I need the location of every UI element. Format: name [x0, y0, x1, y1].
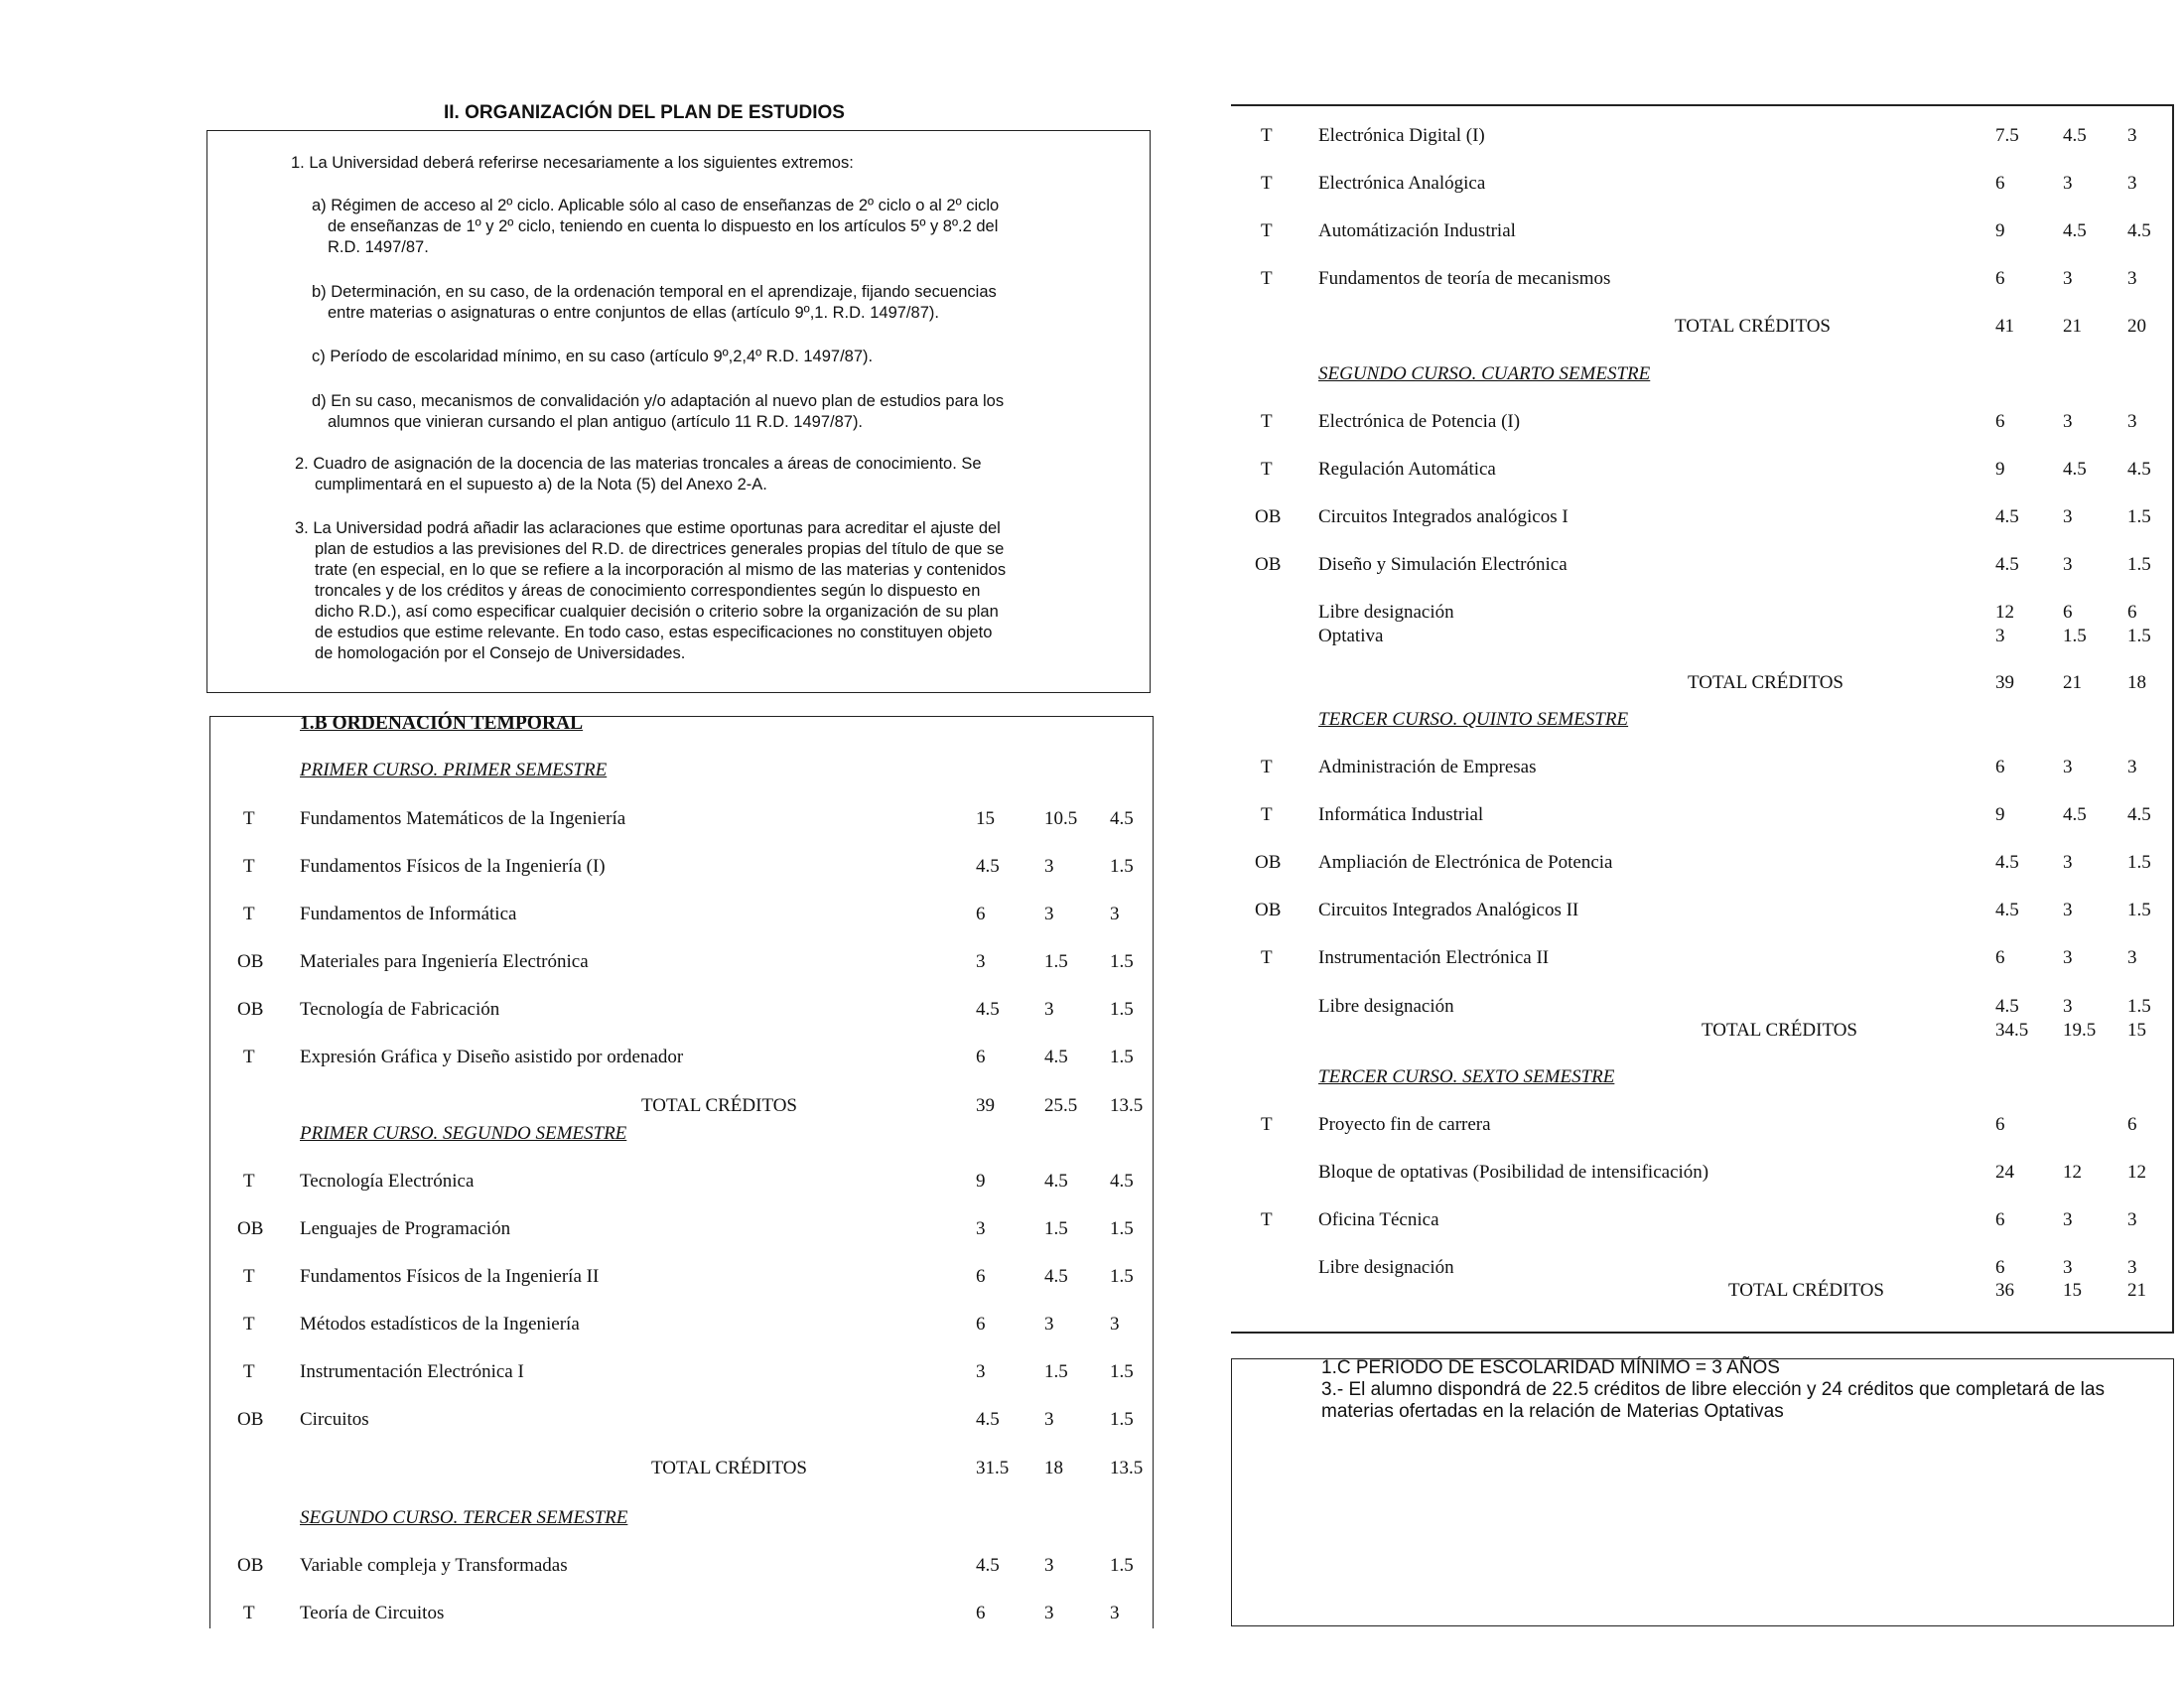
- subject-name: Oficina Técnica: [1318, 1209, 1439, 1230]
- periodo-note: 3.- El alumno dispondrá de 22.5 créditos de libre elección y 24 créditos que completará de las: [1321, 1379, 2105, 1400]
- credits-total: 6: [1995, 268, 2005, 289]
- credits-theory: 4.5: [1044, 1266, 1068, 1287]
- credits-total: 6: [976, 1047, 986, 1067]
- credits-total: 4.5: [1995, 996, 2019, 1017]
- credits-practice: 12: [2127, 1162, 2146, 1183]
- intro-item-a: a) Régimen de acceso al 2º ciclo. Aplicable sólo al caso de enseñanzas de 2º ciclo o al 2º ciclo: [312, 197, 1000, 214]
- subject-type: OB: [1255, 506, 1282, 527]
- total-creditos-total: 39: [976, 1095, 995, 1116]
- section-title: II. ORGANIZACIÓN DEL PLAN DE ESTUDIOS: [444, 102, 845, 123]
- subject-name: Instrumentación Electrónica II: [1318, 947, 1550, 968]
- subject-type: T: [243, 904, 255, 924]
- subject-name: Regulación Automática: [1318, 459, 1496, 480]
- total-creditos-theory: 21: [2063, 672, 2082, 693]
- ordenacion-heading: 1.B ORDENACIÓN TEMPORAL: [300, 713, 584, 734]
- total-creditos-practice: 20: [2127, 316, 2146, 337]
- total-creditos-label: TOTAL CRÉDITOS: [641, 1095, 797, 1116]
- intro-item-3-cont: troncales y de los créditos y áreas de conocimiento correspondientes según lo dispuesto en: [315, 582, 981, 600]
- credits-total: 9: [1995, 804, 2005, 825]
- subject-name: Fundamentos de teoría de mecanismos: [1318, 268, 1611, 289]
- credits-theory: 3: [2063, 996, 2073, 1017]
- credits-practice: 3: [2127, 1257, 2137, 1278]
- subject-name: Fundamentos Físicos de la Ingeniería (I): [300, 856, 606, 877]
- credits-total: 3: [976, 951, 986, 972]
- credits-total: 6: [976, 1314, 986, 1335]
- intro-item-3: 3. La Universidad podrá añadir las aclaraciones que estime oportunas para acreditar el ajuste del: [295, 519, 1001, 537]
- total-creditos-label: TOTAL CRÉDITOS: [1702, 1020, 1857, 1041]
- credits-total: 4.5: [976, 856, 1000, 877]
- subject-type: OB: [1255, 900, 1282, 920]
- credits-total: 6: [1995, 1114, 2005, 1135]
- credits-total: 4.5: [976, 999, 1000, 1020]
- subject-name: Electrónica Digital (I): [1318, 125, 1485, 146]
- credits-practice: 1.5: [1110, 1047, 1134, 1067]
- credits-theory: 3: [1044, 904, 1054, 924]
- subject-type: T: [1261, 1114, 1273, 1135]
- credits-practice: 1.5: [2127, 996, 2151, 1017]
- total-creditos-label: TOTAL CRÉDITOS: [1688, 672, 1843, 693]
- credits-practice: 1.5: [1110, 856, 1134, 877]
- credits-practice: 1.5: [1110, 1266, 1134, 1287]
- credits-total: 4.5: [1995, 554, 2019, 575]
- semester-title: PRIMER CURSO. PRIMER SEMESTRE: [300, 760, 608, 780]
- credits-total: 7.5: [1995, 125, 2019, 146]
- semester-title: SEGUNDO CURSO. CUARTO SEMESTRE: [1318, 363, 1651, 384]
- subject-name: Administración de Empresas: [1318, 757, 1537, 777]
- credits-theory: 3: [1044, 1409, 1054, 1430]
- subject-type: OB: [1255, 852, 1282, 873]
- credits-theory: 4.5: [1044, 1171, 1068, 1192]
- subject-name: Electrónica de Potencia (I): [1318, 411, 1521, 432]
- credits-practice: 6: [2127, 1114, 2137, 1135]
- credits-total: 3: [976, 1218, 986, 1239]
- credits-theory: 3: [2063, 947, 2073, 968]
- intro-item-b-cont: entre materias o asignaturas o entre conjuntos de ellas (artículo 9º,1. R.D. 1497/87).: [328, 304, 939, 322]
- intro-item-3-cont: de homologación por el Consejo de Universidades.: [315, 644, 686, 662]
- intro-item-2: 2. Cuadro de asignación de la docencia de las materias troncales a áreas de conocimiento. Se: [295, 455, 982, 473]
- credits-practice: 6: [2127, 602, 2137, 623]
- total-creditos-label: TOTAL CRÉDITOS: [1675, 316, 1831, 337]
- credits-practice: 3: [2127, 1209, 2137, 1230]
- intro-item-2-cont: cumplimentará en el supuesto a) de la Nota (5) del Anexo 2-A.: [315, 476, 767, 493]
- credits-practice: 3: [2127, 268, 2137, 289]
- credits-practice: 1.5: [1110, 1555, 1134, 1576]
- credits-total: 6: [976, 1266, 986, 1287]
- subject-name: Teoría de Circuitos: [300, 1603, 445, 1623]
- credits-theory: 3: [1044, 999, 1054, 1020]
- credits-theory: 12: [2063, 1162, 2082, 1183]
- intro-item-d-cont: alumnos que vinieran cursando el plan antiguo (artículo 11 R.D. 1497/87).: [328, 413, 864, 431]
- credits-theory: 3: [1044, 1603, 1054, 1623]
- credits-practice: 3: [2127, 947, 2137, 968]
- subject-name: Libre designación: [1318, 996, 1454, 1017]
- credits-practice: 4.5: [1110, 808, 1134, 829]
- credits-practice: 1.5: [2127, 852, 2151, 873]
- subject-name: Fundamentos Matemáticos de la Ingeniería: [300, 808, 626, 829]
- credits-theory: 6: [2063, 602, 2073, 623]
- credits-total: 6: [1995, 173, 2005, 194]
- credits-theory: 3: [2063, 1257, 2073, 1278]
- credits-practice: 3: [1110, 1603, 1120, 1623]
- intro-item-3-cont: plan de estudios a las previsiones del R.D. de directrices generales propias del título de que se: [315, 540, 1005, 558]
- subject-name: Optativa: [1318, 626, 1384, 646]
- subject-name: Materiales para Ingeniería Electrónica: [300, 951, 589, 972]
- subject-type: OB: [237, 999, 264, 1020]
- credits-theory: 3: [2063, 900, 2073, 920]
- credits-practice: 1.5: [2127, 900, 2151, 920]
- credits-theory: 1.5: [1044, 1218, 1068, 1239]
- subject-type: T: [243, 1266, 255, 1287]
- intro-item-b: b) Determinación, en su caso, de la ordenación temporal en el aprendizaje, fijando secuencias: [312, 283, 997, 301]
- credits-theory: 3: [1044, 1314, 1054, 1335]
- total-creditos-practice: 13.5: [1110, 1095, 1144, 1116]
- subject-type: T: [1261, 220, 1273, 241]
- total-creditos-theory: 18: [1044, 1458, 1063, 1478]
- total-creditos-theory: 21: [2063, 316, 2082, 337]
- subject-type: T: [1261, 1209, 1273, 1230]
- intro-item-a-cont: de enseñanzas de 1º y 2º ciclo, teniendo en cuenta lo dispuesto en los artículos 5º y 8º.2 del: [328, 217, 999, 235]
- credits-practice: 3: [2127, 411, 2137, 432]
- credits-total: 9: [1995, 459, 2005, 480]
- credits-practice: 1.5: [2127, 506, 2151, 527]
- credits-total: 6: [1995, 947, 2005, 968]
- intro-item-3-cont: de estudios que estime relevante. En todo caso, estas especificaciones no constituyen objeto: [315, 624, 993, 641]
- subject-type: T: [243, 1314, 255, 1335]
- subject-type: T: [1261, 125, 1273, 146]
- credits-total: 24: [1995, 1162, 2014, 1183]
- subject-type: T: [243, 856, 255, 877]
- credits-practice: 1.5: [2127, 626, 2151, 646]
- subject-type: OB: [1255, 554, 1282, 575]
- intro-box: [206, 130, 1151, 693]
- credits-total: 3: [976, 1361, 986, 1382]
- credits-practice: 3: [2127, 173, 2137, 194]
- total-creditos-label: TOTAL CRÉDITOS: [651, 1458, 807, 1478]
- total-creditos-total: 31.5: [976, 1458, 1010, 1478]
- subject-type: T: [1261, 947, 1273, 968]
- credits-total: 15: [976, 808, 995, 829]
- subject-name: Tecnología de Fabricación: [300, 999, 500, 1020]
- credits-practice: 3: [2127, 125, 2137, 146]
- credits-total: 6: [1995, 1209, 2005, 1230]
- credits-total: 4.5: [976, 1409, 1000, 1430]
- credits-theory: 3: [2063, 852, 2073, 873]
- periodo-line: 1.C PERIODO DE ESCOLARIDAD MÍNIMO = 3 AÑOS: [1321, 1357, 1780, 1378]
- subject-name: Ampliación de Electrónica de Potencia: [1318, 852, 1613, 873]
- subject-type: T: [243, 1603, 255, 1623]
- credits-practice: 4.5: [2127, 459, 2151, 480]
- total-creditos-practice: 21: [2127, 1280, 2146, 1301]
- subject-name: Tecnología Electrónica: [300, 1171, 475, 1192]
- subject-type: T: [1261, 757, 1273, 777]
- total-creditos-total: 41: [1995, 316, 2014, 337]
- credits-total: 9: [1995, 220, 2005, 241]
- credits-total: 4.5: [1995, 852, 2019, 873]
- total-creditos-practice: 13.5: [1110, 1458, 1144, 1478]
- credits-theory: 10.5: [1044, 808, 1078, 829]
- credits-practice: 3: [1110, 904, 1120, 924]
- credits-theory: 3: [1044, 856, 1054, 877]
- credits-total: 6: [1995, 757, 2005, 777]
- credits-practice: 1.5: [1110, 1409, 1134, 1430]
- credits-total: 9: [976, 1171, 986, 1192]
- total-creditos-total: 39: [1995, 672, 2014, 693]
- credits-practice: 3: [1110, 1314, 1120, 1335]
- credits-practice: 3: [2127, 757, 2137, 777]
- intro-item-a-cont2: R.D. 1497/87.: [328, 238, 429, 256]
- credits-practice: 1.5: [1110, 999, 1134, 1020]
- subject-type: OB: [237, 1555, 264, 1576]
- subject-type: T: [1261, 804, 1273, 825]
- credits-theory: 3: [1044, 1555, 1054, 1576]
- credits-theory: 3: [2063, 506, 2073, 527]
- subject-name: Electrónica Analógica: [1318, 173, 1486, 194]
- intro-item-1: 1. La Universidad deberá referirse necesariamente a los siguientes extremos:: [291, 154, 854, 172]
- periodo-note-cont: materias ofertadas en la relación de Materias Optativas: [1321, 1401, 1784, 1422]
- subject-name: Expresión Gráfica y Diseño asistido por ordenador: [300, 1047, 684, 1067]
- semester-title: SEGUNDO CURSO. TERCER SEMESTRE: [300, 1507, 628, 1528]
- credits-total: 4.5: [1995, 900, 2019, 920]
- subject-type: OB: [237, 1218, 264, 1239]
- credits-total: 6: [1995, 411, 2005, 432]
- intro-item-3-cont: trate (en especial, en lo que se refiere a la incorporación al mismo de las materias y contenidos: [315, 561, 1007, 579]
- credits-theory: 3: [2063, 268, 2073, 289]
- semester-title: TERCER CURSO. QUINTO SEMESTRE: [1318, 709, 1629, 730]
- credits-theory: 3: [2063, 411, 2073, 432]
- subject-type: T: [1261, 411, 1273, 432]
- credits-total: 6: [976, 1603, 986, 1623]
- subject-name: Fundamentos de Informática: [300, 904, 517, 924]
- credits-practice: 1.5: [2127, 554, 2151, 575]
- subject-type: T: [1261, 459, 1273, 480]
- credits-theory: 3: [2063, 757, 2073, 777]
- total-creditos-theory: 15: [2063, 1280, 2082, 1301]
- subject-name: Diseño y Simulación Electrónica: [1318, 554, 1568, 575]
- subject-name: Circuitos Integrados Analógicos II: [1318, 900, 1579, 920]
- subject-type: OB: [237, 1409, 264, 1430]
- subject-name: Fundamentos Físicos de la Ingeniería II: [300, 1266, 600, 1287]
- subject-type: T: [243, 808, 255, 829]
- total-creditos-practice: 18: [2127, 672, 2146, 693]
- subject-type: T: [243, 1171, 255, 1192]
- credits-theory: 4.5: [2063, 125, 2087, 146]
- subject-name: Lenguajes de Programación: [300, 1218, 511, 1239]
- credits-theory: 3: [2063, 554, 2073, 575]
- subject-name: Libre designación: [1318, 1257, 1454, 1278]
- subject-name: Automátización Industrial: [1318, 220, 1516, 241]
- credits-practice: 4.5: [2127, 220, 2151, 241]
- credits-theory: 1.5: [2063, 626, 2087, 646]
- credits-theory: 1.5: [1044, 951, 1068, 972]
- credits-practice: 1.5: [1110, 951, 1134, 972]
- semester-title: TERCER CURSO. SEXTO SEMESTRE: [1318, 1066, 1615, 1087]
- credits-total: 6: [1995, 1257, 2005, 1278]
- semester-title: PRIMER CURSO. SEGUNDO SEMESTRE: [300, 1123, 627, 1144]
- subject-name: Circuitos Integrados analógicos I: [1318, 506, 1569, 527]
- credits-total: 3: [1995, 626, 2005, 646]
- credits-theory: 4.5: [1044, 1047, 1068, 1067]
- credits-theory: 1.5: [1044, 1361, 1068, 1382]
- periodo-escolaridad-box: [1231, 1358, 2174, 1626]
- credits-practice: 4.5: [2127, 804, 2151, 825]
- subject-name: Bloque de optativas (Posibilidad de intensificación): [1318, 1162, 1709, 1183]
- credits-total: 6: [976, 904, 986, 924]
- total-creditos-practice: 15: [2127, 1020, 2146, 1041]
- credits-theory: 4.5: [2063, 804, 2087, 825]
- credits-total: 4.5: [976, 1555, 1000, 1576]
- credits-theory: 3: [2063, 1209, 2073, 1230]
- credits-practice: 1.5: [1110, 1361, 1134, 1382]
- subject-type: T: [1261, 268, 1273, 289]
- credits-theory: 4.5: [2063, 220, 2087, 241]
- credits-total: 12: [1995, 602, 2014, 623]
- intro-item-c: c) Período de escolaridad mínimo, en su caso (artículo 9º,2,4º R.D. 1497/87).: [312, 348, 874, 365]
- total-creditos-theory: 19.5: [2063, 1020, 2097, 1041]
- credits-total: 4.5: [1995, 506, 2019, 527]
- total-creditos-theory: 25.5: [1044, 1095, 1078, 1116]
- credits-practice: 1.5: [1110, 1218, 1134, 1239]
- credits-practice: 4.5: [1110, 1171, 1134, 1192]
- subject-type: T: [243, 1047, 255, 1067]
- credits-theory: 4.5: [2063, 459, 2087, 480]
- total-creditos-total: 34.5: [1995, 1020, 2029, 1041]
- subject-name: Variable compleja y Transformadas: [300, 1555, 568, 1576]
- subject-name: Libre designación: [1318, 602, 1454, 623]
- subject-name: Proyecto fin de carrera: [1318, 1114, 1491, 1135]
- subject-name: Circuitos: [300, 1409, 369, 1430]
- total-creditos-label: TOTAL CRÉDITOS: [1728, 1280, 1884, 1301]
- subject-type: OB: [237, 951, 264, 972]
- subject-name: Informática Industrial: [1318, 804, 1484, 825]
- credits-theory: 3: [2063, 173, 2073, 194]
- subject-name: Métodos estadísticos de la Ingeniería: [300, 1314, 580, 1335]
- intro-item-d: d) En su caso, mecanismos de convalidación y/o adaptación al nuevo plan de estudios para los: [312, 392, 1005, 410]
- subject-type: T: [1261, 173, 1273, 194]
- total-creditos-total: 36: [1995, 1280, 2014, 1301]
- subject-type: T: [243, 1361, 255, 1382]
- subject-name: Instrumentación Electrónica I: [300, 1361, 524, 1382]
- intro-item-3-cont: dicho R.D.), así como especificar cualquier decisión o criterio sobre la organización de su plan: [315, 603, 999, 621]
